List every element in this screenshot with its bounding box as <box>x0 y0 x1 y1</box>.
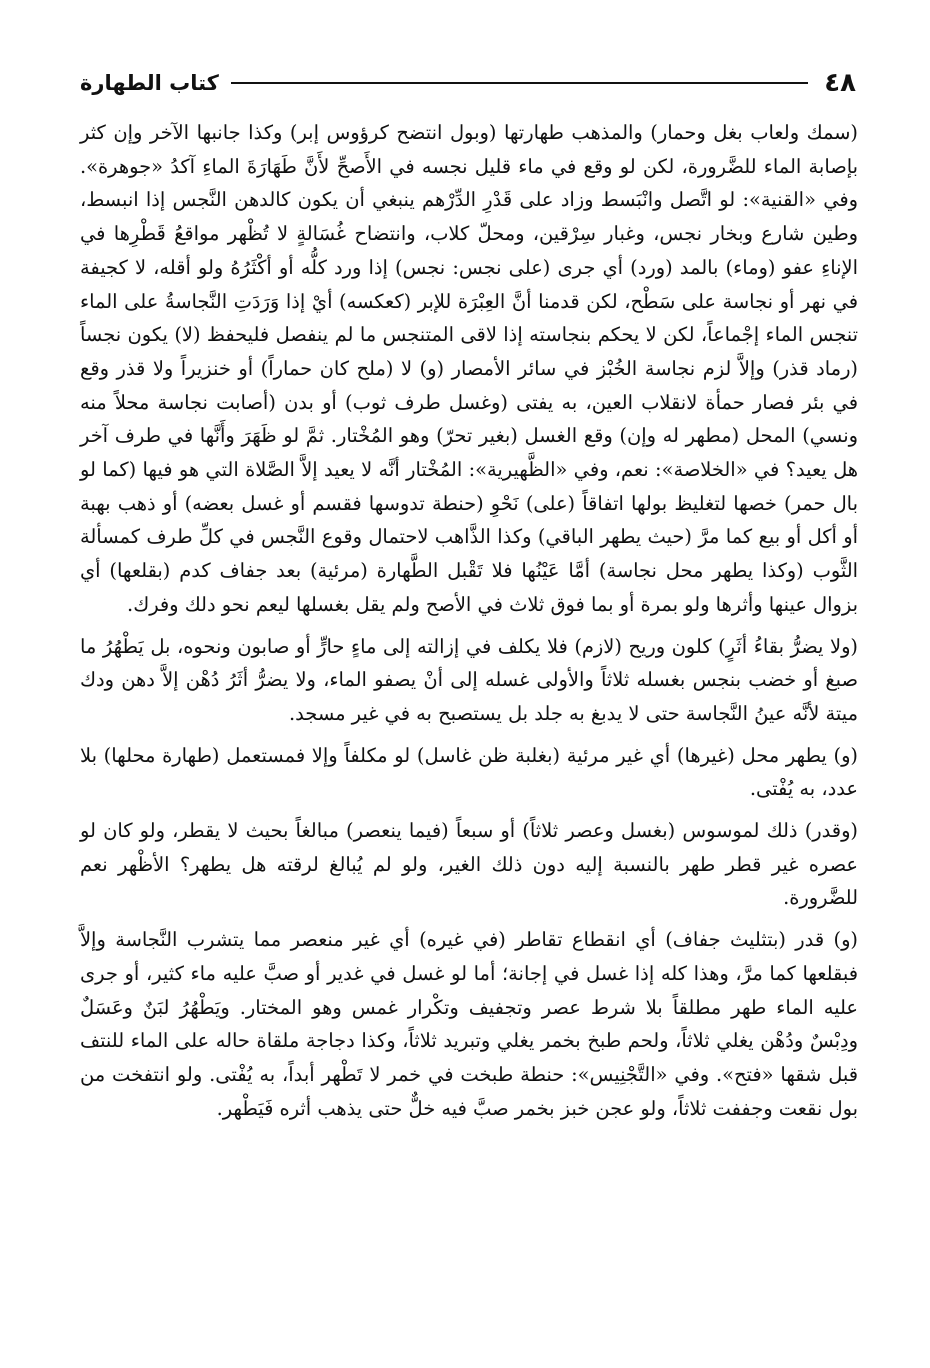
paragraph: (سمك ولعاب بغل وحمار) والمذهب طهارتها (وبول انتضح كرؤوس إبر) وكذا جانبها الآخر وإن كثر بإصابة الماء للضَّرورة، لكن لو وقع في ماء قليل نجسه في الأَصحِّ لأَنَّ طَهَارَةَ الماءِ آكدُ «جوهرة». وفي «القنية»: لو اتَّصل وانْبَسط وزاد على قَدْرِ الدِّرْهم ينبغي أن يكون كالدهن النَّجس إذا انبسط، وطين شارع وبخار نجس، وغبار سِرْقين، ومحلّ كلاب، وانتضاح غُسَالةٍ لا تُظْهر مواقعُ قَطْرِها في الإناءِ عفو (وماء) بالمد (ورد) أي جرى (على نجس: نجس) إذا ورد كلُّه أو أكْثَرُهُ ولو أقله، لا كجيفة في نهر أو نجاسة على سَطْح، لكن قدمنا أنَّ العِبْرَة للإبر (كعكسه) أيْ إذا وَرَدَتِ النَّجاسةُ على الماء تنجس الماء إجْماعاً، لكن لا يحكم بنجاسته إذا لاقى المتنجس ما لم ينفصل فليحفظ (لا) يكون نجساً (رماد قذر) وإلاَّ لزم نجاسة الخُبْز في سائر الأمصار (و) لا (ملح كان حماراً) أو خنزيراً ولا قذر وقع في بئر فصار حمأة لانقلاب العين، به يفتى (وغسل طرف ثوب) أو بدن (أصابت نجاسة محلاً منه ونسي) المحل (مطهر له وإن) وقع الغسل (بغير تحرّ) وهو المُخْتار. ثمَّ لو ظَهَرَ وأَنَّها في طرف آخر هل يعيد؟ في «الخلاصة»: نعم، وفي «الظَّهيرية»: المُخْتار أنَّه لا يعيد إلاَّ الصَّلاة التي هو فيها (كما لو بال حمر) خصها لتغليظ بولها اتفاقاً (على) نَحْوِ (حنطة تدوسها فقسم أو غسل بعضه) أو ذهب بهبة أو أكل أو بيع كما مرَّ (حيث يطهر الباقي) وكذا الذَّاهب لاحتمال وقوع النَّجس في كلِّ طرف كمسألة الثَّوب (وكذا يطهر محل نجاسة) أمَّا عَيْنُها فلا تَقْبل الطَّهارة (مرئية) بعد جفاف كدم (بقلعها) أي بزوال عينها وأثرها ولو بمرة أو بما فوق ثلاث في الأصح ولم يقل بغسلها ليعم نحو دلك وفرك. <box>80 121 858 616</box>
paragraph: (وقدر) ذلك لموسوس (بغسل وعصر ثلاثاً) أو سبعاً (فيما ينعصر) مبالغاً بحيث لا يقطر، ولو كان لو عصره غير قطر طهر بالنسبة إليه دون ذلك الغير، ولو لم يُبالغ لرقته هل يطهر؟ الأظْهر نعم للضَّرورة. <box>80 819 858 910</box>
paragraph: (و) يطهر محل (غيرها) أي غير مرئية (بغلبة ظن غاسل) لو مكلفاً وإلا فمستعمل (طهارة محلها) بلا عدد، به يُفْتى. <box>80 743 858 801</box>
paragraph: (ولا يضرُّ بقاءُ أثَرٍ) كلون وريح (لازم) فلا يكلف في إزالته إلى ماءٍ حارٍّ أو صابون ونحوه، بل يَطْهُرُ ما صبغ أو خضب بنجس بغسله ثلاثاً والأولى غسله إلى أنْ يصفو الماء، ولا يضرُّ أثَرُ دُهْن إلاَّ دهن ودك ميتة لأنَّه عينُ النَّجاسة حتى لا يدبغ به جلد بل يستصبح به في غير مسجد. <box>80 634 858 725</box>
running-header <box>80 66 856 100</box>
main-text <box>80 116 858 1133</box>
header-rule <box>231 82 808 84</box>
paragraph: (و) قدر (بتثليث جفاف) أي انقطاع تقاطر (في غيره) أي غير منعصر مما يتشرب النَّجاسة وإلاَّ فبقلعها كما مرَّ، وهذا كله إذا غسل في إجانة؛ أما لو غسل في غدير أو صبَّ عليه ماء كثير، أو جرى عليه الماء طهر مطلقاً بلا شرط عصر وتجفيف وتكْرار غمس وهو المختار. ويَطْهُرُ لبَنٌ وعَسَلٌ ودِبْسٌ ودُهْن يغلي ثلاثاً، ولحم طبخ بخمر يغلي وتبريد ثلاثاً، وكذا دجاجة ملقاة حاله على الماء للنتف قبل شقها «فتح». وفي «التَّجْنِيس»: حنطة طبخت في خمر لا تَطْهر أبداً، به يُفْتى. ولو انتفخت من بول نقعت وجففت ثلاثاً، ولو عجن خبز بخمر صبَّ فيه خلٌّ حتى يذهب أثره فَيَطْهر. <box>80 928 858 1120</box>
book-title: كتاب الطهارة <box>80 71 219 95</box>
page-number: ٤٨ <box>824 68 856 98</box>
